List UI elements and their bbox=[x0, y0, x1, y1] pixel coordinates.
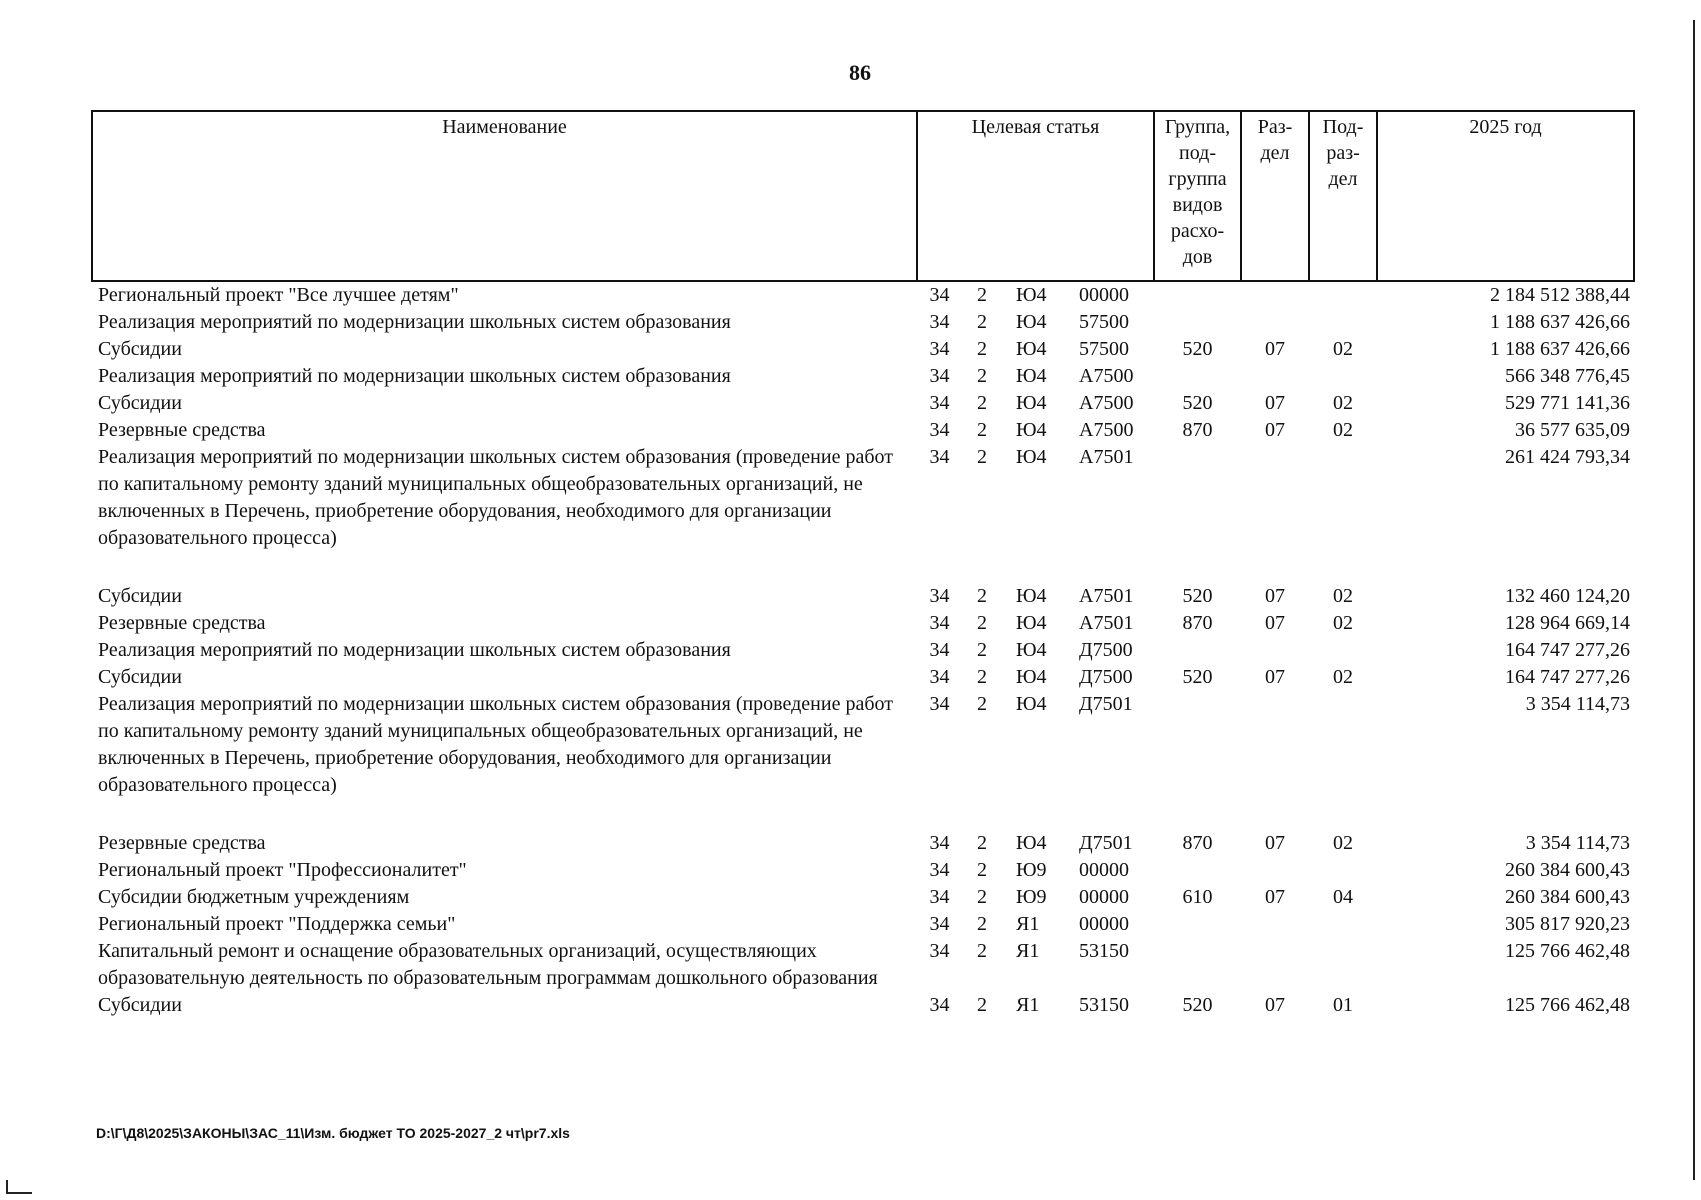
row-name: Капитальный ремонт и оснащение образовательных организаций, осуществляющих образовательную деятельность по образовательным программам дошкольного образования bbox=[98, 940, 878, 989]
table-header-row bbox=[92, 111, 1634, 281]
table-row bbox=[92, 444, 1634, 583]
row-amount: 128 964 669,14 bbox=[1505, 612, 1631, 634]
header-section: Раз-дел bbox=[1241, 111, 1309, 281]
table-body bbox=[92, 281, 1634, 1019]
row-subsection bbox=[1309, 637, 1377, 664]
table-row bbox=[92, 691, 1634, 830]
row-code-project: Ю4 bbox=[1016, 832, 1047, 854]
table-row bbox=[92, 637, 1634, 664]
row-section: 07 bbox=[1265, 392, 1286, 414]
row-subsection: 02 bbox=[1333, 666, 1354, 688]
row-amount: 3 354 114,73 bbox=[1525, 693, 1631, 715]
row-subsection bbox=[1309, 281, 1377, 309]
row-amount: 125 766 462,48 bbox=[1505, 940, 1631, 962]
row-expense-group bbox=[1154, 363, 1241, 390]
row-code-subprogram: 2 bbox=[977, 913, 987, 935]
row-expense-group: 520 bbox=[1182, 585, 1213, 607]
row-section bbox=[1241, 857, 1309, 884]
row-subsection: 02 bbox=[1333, 419, 1354, 441]
row-code-project: Ю4 bbox=[1016, 365, 1047, 387]
row-expense-group: 520 bbox=[1182, 338, 1213, 360]
row-code-subprogram: 2 bbox=[977, 639, 987, 661]
row-subsection: 02 bbox=[1333, 585, 1354, 607]
row-section: 07 bbox=[1265, 338, 1286, 360]
row-code-subprogram: 2 bbox=[977, 365, 987, 387]
table-row bbox=[92, 857, 1634, 884]
row-name: Субсидии bbox=[98, 338, 182, 360]
row-amount: 566 348 776,45 bbox=[1505, 365, 1631, 387]
table-row bbox=[92, 992, 1634, 1019]
row-amount: 1 188 637 426,66 bbox=[1490, 311, 1631, 333]
row-code-program: 34 bbox=[929, 392, 950, 414]
row-name: Резервные средства bbox=[98, 419, 266, 441]
row-expense-group: 520 bbox=[1182, 666, 1213, 688]
row-subsection: 02 bbox=[1333, 392, 1354, 414]
row-expense-group bbox=[1154, 911, 1241, 938]
row-expense-group bbox=[1154, 444, 1241, 583]
row-expense-group: 520 bbox=[1182, 392, 1213, 414]
row-code-program: 34 bbox=[929, 693, 950, 715]
row-code-direction: 00000 bbox=[1079, 859, 1129, 881]
row-expense-group bbox=[1154, 281, 1241, 309]
row-code-project: Я1 bbox=[1016, 940, 1040, 962]
row-amount: 261 424 793,34 bbox=[1505, 446, 1631, 468]
row-name: Региональный проект "Поддержка семьи" bbox=[98, 913, 456, 935]
row-code-project: Ю4 bbox=[1016, 639, 1047, 661]
row-name: Реализация мероприятий по модернизации школьных систем образования bbox=[98, 365, 731, 387]
header-subsection: Под-раз-дел bbox=[1309, 111, 1377, 281]
row-subsection: 02 bbox=[1333, 612, 1354, 634]
row-code-direction: А7500 bbox=[1079, 419, 1134, 441]
row-section: 07 bbox=[1265, 585, 1286, 607]
row-code-program: 34 bbox=[929, 585, 950, 607]
row-code-project: Ю4 bbox=[1016, 419, 1047, 441]
row-name: Субсидии bbox=[98, 994, 182, 1016]
row-name: Субсидии bbox=[98, 585, 182, 607]
table-row bbox=[92, 938, 1634, 992]
row-subsection bbox=[1309, 444, 1377, 583]
table-row bbox=[92, 830, 1634, 857]
row-amount: 2 184 512 388,44 bbox=[1490, 284, 1631, 306]
row-code-subprogram: 2 bbox=[977, 419, 987, 441]
row-code-subprogram: 2 bbox=[977, 612, 987, 634]
row-section: 07 bbox=[1265, 612, 1286, 634]
row-code-subprogram: 2 bbox=[977, 311, 987, 333]
row-code-project: Ю4 bbox=[1016, 446, 1047, 468]
row-code-subprogram: 2 bbox=[977, 338, 987, 360]
table-row bbox=[92, 309, 1634, 336]
footer-file-path: D:\Г\Д8\2025\ЗАКОНЫ\ЗАС_11\Изм. бюджет ТО 2025-2027_2 чт\pr7.xls bbox=[96, 1125, 570, 1141]
row-code-program: 34 bbox=[929, 311, 950, 333]
row-code-direction: 53150 bbox=[1079, 994, 1129, 1016]
row-code-project: Ю9 bbox=[1016, 886, 1047, 908]
row-amount: 1 188 637 426,66 bbox=[1490, 338, 1631, 360]
table-row bbox=[92, 610, 1634, 637]
row-section: 07 bbox=[1265, 832, 1286, 854]
table-row bbox=[92, 911, 1634, 938]
row-code-project: Ю4 bbox=[1016, 284, 1047, 306]
row-subsection bbox=[1309, 938, 1377, 992]
table-row bbox=[92, 664, 1634, 691]
row-code-direction: 00000 bbox=[1079, 284, 1129, 306]
row-code-direction: 00000 bbox=[1079, 886, 1129, 908]
row-name: Реализация мероприятий по модернизации школьных систем образования bbox=[98, 311, 731, 333]
row-name: Региональный проект "Профессионалитет" bbox=[98, 859, 467, 881]
row-code-project: Ю4 bbox=[1016, 612, 1047, 634]
row-amount: 36 577 635,09 bbox=[1515, 419, 1631, 441]
row-code-subprogram: 2 bbox=[977, 859, 987, 881]
row-code-direction: А7500 bbox=[1079, 392, 1134, 414]
header-expense-group: Группа, под-группа видов расхо-дов bbox=[1154, 111, 1241, 281]
row-expense-group bbox=[1154, 637, 1241, 664]
row-code-project: Ю4 bbox=[1016, 338, 1047, 360]
row-code-subprogram: 2 bbox=[977, 994, 987, 1016]
page-number: 86 bbox=[849, 60, 871, 85]
row-name: Субсидии бюджетным учреждениям bbox=[98, 886, 410, 908]
row-section bbox=[1241, 309, 1309, 336]
row-code-subprogram: 2 bbox=[977, 446, 987, 468]
row-code-program: 34 bbox=[929, 859, 950, 881]
table-row bbox=[92, 417, 1634, 444]
row-subsection bbox=[1309, 309, 1377, 336]
row-code-subprogram: 2 bbox=[977, 940, 987, 962]
scan-edge-line bbox=[1693, 20, 1695, 1180]
table-row bbox=[92, 390, 1634, 417]
row-code-subprogram: 2 bbox=[977, 392, 987, 414]
row-code-direction: Д7501 bbox=[1079, 832, 1133, 854]
scan-corner-mark bbox=[6, 1180, 32, 1194]
row-code-subprogram: 2 bbox=[977, 284, 987, 306]
row-name: Региональный проект "Все лучшее детям" bbox=[98, 284, 459, 306]
row-code-program: 34 bbox=[929, 419, 950, 441]
row-section: 07 bbox=[1265, 419, 1286, 441]
row-section bbox=[1241, 938, 1309, 992]
budget-table bbox=[91, 110, 1635, 1019]
row-code-direction: 57500 bbox=[1079, 311, 1129, 333]
row-amount: 260 384 600,43 bbox=[1505, 886, 1631, 908]
row-name: Субсидии bbox=[98, 392, 182, 414]
row-section bbox=[1241, 444, 1309, 583]
table-row bbox=[92, 281, 1634, 309]
row-code-subprogram: 2 bbox=[977, 666, 987, 688]
row-section bbox=[1241, 911, 1309, 938]
row-code-program: 34 bbox=[929, 666, 950, 688]
table-row bbox=[92, 363, 1634, 390]
row-expense-group bbox=[1154, 309, 1241, 336]
row-code-direction: А7501 bbox=[1079, 446, 1134, 468]
table-row bbox=[92, 884, 1634, 911]
header-year: 2025 год bbox=[1377, 111, 1634, 281]
header-name: Наименование bbox=[92, 111, 917, 281]
row-code-direction: А7501 bbox=[1079, 612, 1134, 634]
row-code-project: Ю4 bbox=[1016, 693, 1047, 715]
row-name: Реализация мероприятий по модернизации школьных систем образования bbox=[98, 639, 731, 661]
row-subsection bbox=[1309, 911, 1377, 938]
row-code-project: Ю4 bbox=[1016, 311, 1047, 333]
row-name: Реализация мероприятий по модернизации школьных систем образования (проведение работ по капитальному ремонту зданий муниципальных общеобразовательных организаций, не включенных в Перечень, приобретение оборудования, необходимого для организации образовательного процесса) bbox=[98, 693, 893, 796]
row-subsection: 01 bbox=[1333, 994, 1354, 1016]
row-code-program: 34 bbox=[929, 446, 950, 468]
row-subsection bbox=[1309, 857, 1377, 884]
row-expense-group bbox=[1154, 691, 1241, 830]
row-code-project: Я1 bbox=[1016, 913, 1040, 935]
row-code-program: 34 bbox=[929, 612, 950, 634]
row-amount: 305 817 920,23 bbox=[1505, 913, 1631, 935]
row-name: Субсидии bbox=[98, 666, 182, 688]
row-code-direction: 53150 bbox=[1079, 940, 1129, 962]
row-section bbox=[1241, 281, 1309, 309]
row-amount: 125 766 462,48 bbox=[1505, 994, 1631, 1016]
row-section bbox=[1241, 637, 1309, 664]
row-subsection: 02 bbox=[1333, 338, 1354, 360]
row-code-program: 34 bbox=[929, 284, 950, 306]
row-code-subprogram: 2 bbox=[977, 832, 987, 854]
row-section bbox=[1241, 363, 1309, 390]
row-code-project: Я1 bbox=[1016, 994, 1040, 1016]
row-amount: 132 460 124,20 bbox=[1505, 585, 1631, 607]
row-expense-group bbox=[1154, 857, 1241, 884]
row-subsection: 02 bbox=[1333, 832, 1354, 854]
row-expense-group: 870 bbox=[1182, 419, 1213, 441]
row-section bbox=[1241, 691, 1309, 830]
row-amount: 260 384 600,43 bbox=[1505, 859, 1631, 881]
row-name: Резервные средства bbox=[98, 612, 266, 634]
table-row bbox=[92, 336, 1634, 363]
row-code-subprogram: 2 bbox=[977, 886, 987, 908]
row-code-program: 34 bbox=[929, 639, 950, 661]
row-expense-group bbox=[1154, 938, 1241, 992]
row-name: Реализация мероприятий по модернизации школьных систем образования (проведение работ по капитальному ремонту зданий муниципальных общеобразовательных организаций, не включенных в Перечень, приобретение оборудования, необходимого для организации образовательного процесса) bbox=[98, 446, 893, 549]
row-subsection bbox=[1309, 363, 1377, 390]
header-target-article: Целевая статья bbox=[917, 111, 1154, 281]
row-code-project: Ю9 bbox=[1016, 859, 1047, 881]
row-amount: 529 771 141,36 bbox=[1505, 392, 1631, 414]
row-section: 07 bbox=[1265, 666, 1286, 688]
row-expense-group: 870 bbox=[1182, 832, 1213, 854]
row-code-project: Ю4 bbox=[1016, 585, 1047, 607]
row-code-program: 34 bbox=[929, 886, 950, 908]
row-code-subprogram: 2 bbox=[977, 585, 987, 607]
row-expense-group: 610 bbox=[1182, 886, 1213, 908]
row-section: 07 bbox=[1265, 994, 1286, 1016]
row-code-direction: Д7500 bbox=[1079, 666, 1133, 688]
row-name: Резервные средства bbox=[98, 832, 266, 854]
row-expense-group: 520 bbox=[1182, 994, 1213, 1016]
row-code-program: 34 bbox=[929, 913, 950, 935]
row-code-direction: Д7500 bbox=[1079, 639, 1133, 661]
row-subsection: 04 bbox=[1333, 886, 1354, 908]
row-code-program: 34 bbox=[929, 365, 950, 387]
row-code-project: Ю4 bbox=[1016, 392, 1047, 414]
row-code-direction: 00000 bbox=[1079, 913, 1129, 935]
row-amount: 164 747 277,26 bbox=[1505, 639, 1631, 661]
row-code-direction: 57500 bbox=[1079, 338, 1129, 360]
table-row bbox=[92, 583, 1634, 610]
row-section: 07 bbox=[1265, 886, 1286, 908]
row-code-program: 34 bbox=[929, 994, 950, 1016]
row-code-subprogram: 2 bbox=[977, 693, 987, 715]
row-code-program: 34 bbox=[929, 338, 950, 360]
row-amount: 164 747 277,26 bbox=[1505, 666, 1631, 688]
row-code-direction: Д7501 bbox=[1079, 693, 1133, 715]
row-subsection bbox=[1309, 691, 1377, 830]
row-code-project: Ю4 bbox=[1016, 666, 1047, 688]
row-code-direction: А7500 bbox=[1079, 365, 1134, 387]
row-expense-group: 870 bbox=[1182, 612, 1213, 634]
row-code-program: 34 bbox=[929, 940, 950, 962]
row-code-direction: А7501 bbox=[1079, 585, 1134, 607]
row-amount: 3 354 114,73 bbox=[1525, 832, 1631, 854]
row-code-program: 34 bbox=[929, 832, 950, 854]
